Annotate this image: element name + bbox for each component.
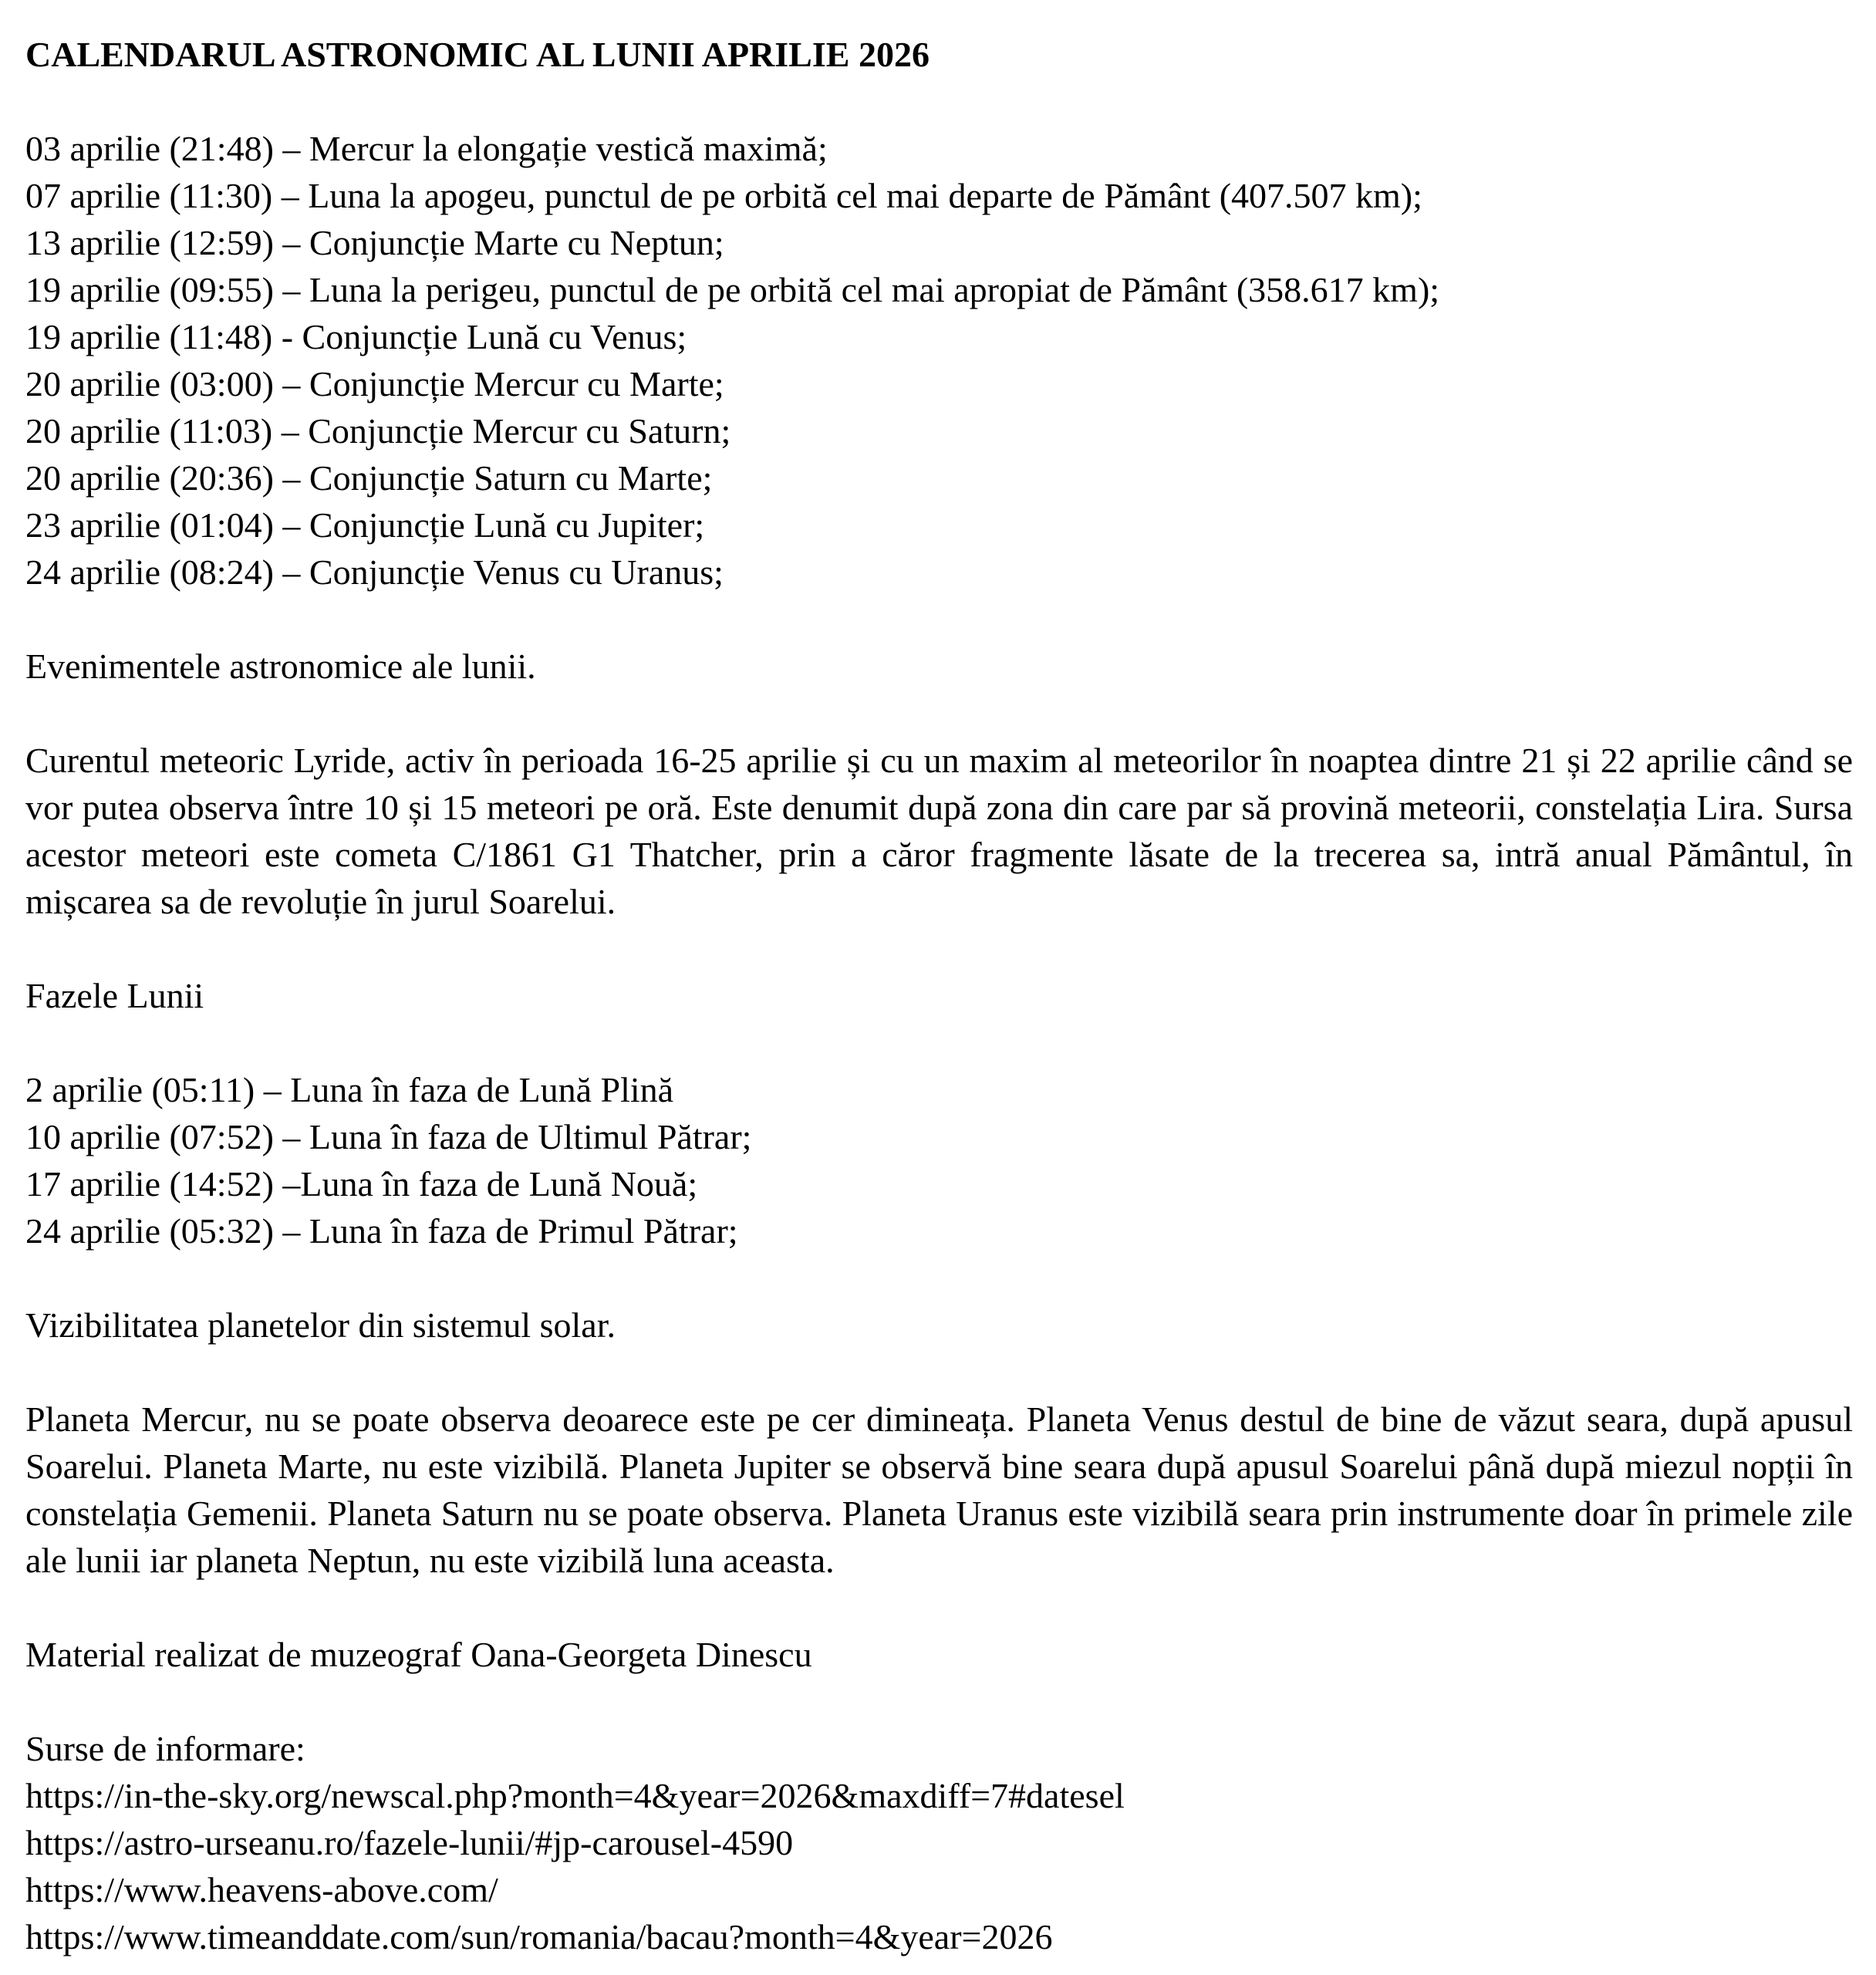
events-list — [25, 125, 1853, 596]
paragraph-meteor-shower: Curentul meteoric Lyride, activ în perioada 16-25 aprilie și cu un maxim al meteorilor în noaptea dintre 21 și 22 aprilie când se vor putea observa între 10 și 15 meteori pe oră. Este denumit după zona din care par să provină meteorii, constelația Lira. Sursa acestor meteori este cometa C/1861 G1 Thatcher, prin a căror fragmente lăsate de la trecerea sa, intră anual Pământul, în mișcarea sa de revoluție în jurul Soarelui. — [25, 741, 1853, 921]
section-heading-moon-phases: Fazele Lunii — [25, 976, 204, 1015]
event-line: 23 aprilie (01:04) – Conjuncție Lună cu Jupiter; — [25, 505, 705, 545]
section-heading-visibility: Vizibilitatea planetelor din sistemul solar. — [25, 1305, 616, 1345]
document-page — [25, 31, 1853, 1960]
event-line: 07 aprilie (11:30) – Luna la apogeu, punctul de pe orbită cel mai departe de Pământ (407.507 km); — [25, 176, 1422, 215]
source-url-line: https://www.timeanddate.com/sun/romania/bacau?month=4&year=2026 — [25, 1917, 1053, 1956]
event-line: 20 aprilie (11:03) – Conjuncție Mercur cu Saturn; — [25, 411, 731, 451]
moon-phase-line: 24 aprilie (05:32) – Luna în faza de Primul Pătrar; — [25, 1211, 738, 1251]
moon-phase-line: 17 aprilie (14:52) –Luna în faza de Lună Nouă; — [25, 1164, 698, 1204]
event-line: 24 aprilie (08:24) – Conjuncție Venus cu Uranus; — [25, 552, 724, 592]
moon-phase-line: 2 aprilie (05:11) – Luna în faza de Lună Plină — [25, 1070, 674, 1109]
sources-section — [25, 1725, 1853, 1960]
moon-phases-list — [25, 1066, 1853, 1254]
event-line: 20 aprilie (20:36) – Conjuncție Saturn cu Marte; — [25, 458, 713, 498]
event-line: 13 aprilie (12:59) – Conjuncție Marte cu Neptun; — [25, 223, 724, 262]
source-url-line: https://astro-urseanu.ro/fazele-lunii/#jp-carousel-4590 — [25, 1823, 794, 1862]
credit-line: Material realizat de muzeograf Oana-Georgeta Dinescu — [25, 1635, 812, 1674]
event-line: 19 aprilie (11:48) - Conjuncție Lună cu Venus; — [25, 317, 687, 356]
sources-heading: Surse de informare: — [25, 1729, 305, 1768]
section-heading-events: Evenimentele astronomice ale lunii. — [25, 647, 536, 686]
moon-phase-line: 10 aprilie (07:52) – Luna în faza de Ultimul Pătrar; — [25, 1117, 752, 1156]
paragraph-planet-visibility: Planeta Mercur, nu se poate observa deoarece este pe cer dimineața. Planeta Venus destul de bine de văzut seara, după apusul Soarelui. Planeta Marte, nu este vizibilă. Planeta Jupiter se observă bine seara după apusul Soarelui până după miezul nopții în constelația Gemenii. Planeta Saturn nu se poate observa. Planeta Uranus este vizibilă seara prin instrumente doar în primele zile ale lunii iar planeta Neptun, nu este vizibilă luna aceasta. — [25, 1399, 1853, 1580]
source-url-line: https://in-the-sky.org/newscal.php?month=4&year=2026&maxdiff=7#datesel — [25, 1776, 1125, 1815]
event-line: 03 aprilie (21:48) – Mercur la elongație vestică maximă; — [25, 129, 828, 168]
event-line: 19 aprilie (09:55) – Luna la perigeu, punctul de pe orbită cel mai apropiat de Pământ (358.617 km); — [25, 270, 1440, 309]
page-title: CALENDARUL ASTRONOMIC AL LUNII APRILIE 2026 — [25, 35, 930, 74]
source-url-line: https://www.heavens-above.com/ — [25, 1870, 498, 1909]
event-line: 20 aprilie (03:00) – Conjuncție Mercur cu Marte; — [25, 364, 724, 403]
